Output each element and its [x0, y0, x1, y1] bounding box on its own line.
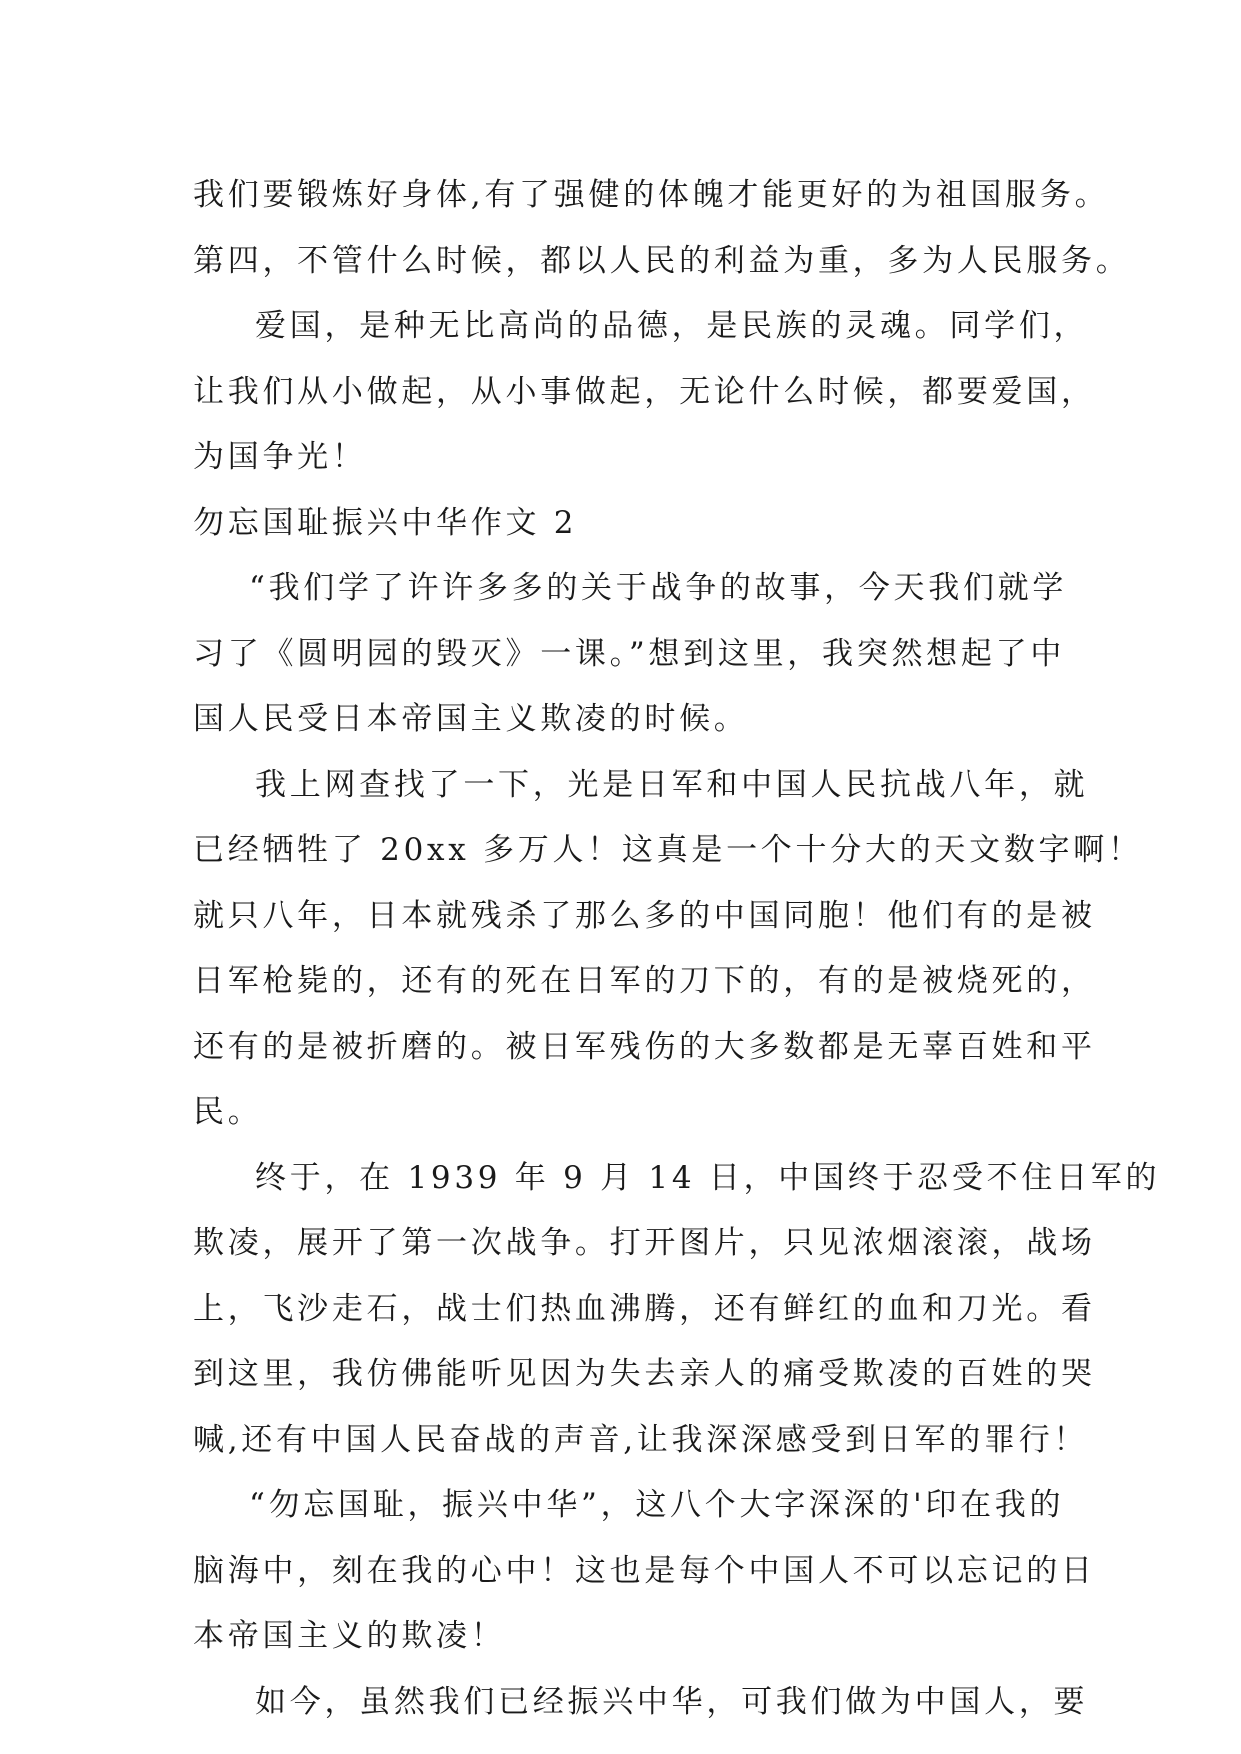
text-line: 到这里，我仿佛能听见因为失去亲人的痛受欺凌的百姓的哭 [193, 1356, 1096, 1392]
text-line: 如今，虽然我们已经振兴中华，可我们做为中国人，要 [255, 1683, 1089, 1720]
text-line: 国人民受日本帝国主义欺凌的时候。 [193, 701, 749, 737]
document-body [193, 163, 1161, 1735]
text-line: 终于，在 1939 年 9 月 14 日，中国终于忍受不住日军的 [255, 1159, 1161, 1196]
text-line: 我们要锻炼好身体,有了强健的体魄才能更好的为祖国服务。 [193, 177, 1110, 213]
text-line: 第四，不管什么时候，都以人民的利益为重，多为人民服务。 [193, 242, 1131, 279]
text-line: 喊,还有中国人民奋战的声音,让我深深感受到日军的罪行！ [193, 1421, 1089, 1458]
text-line: 欺凌，展开了第一次战争。打开图片，只见浓烟滚滚，战场 [193, 1225, 1096, 1261]
text-line: 上，飞沙走石，战士们热血沸腾，还有鲜红的血和刀光。看 [193, 1290, 1096, 1327]
text-line: 让我们从小做起，从小事做起，无论什么时候，都要爱国， [193, 373, 1096, 410]
text-line: 本帝国主义的欺凌！ [193, 1618, 506, 1654]
text-line: 为国争光！ [193, 439, 367, 475]
text-line: 民。 [193, 1094, 263, 1130]
section-heading: 勿忘国耻振兴中华作文 2 [193, 504, 578, 541]
text-line: 还有的是被折磨的。被日军残伤的大多数都是无辜百姓和平 [193, 1028, 1096, 1065]
text-line: 日军枪毙的，还有的死在日军的刀下的，有的是被烧死的， [193, 963, 1096, 999]
text-line: “我们学了许许多多的关于战争的故事，今天我们就学 [249, 570, 1068, 606]
text-line: 脑海中，刻在我的心中！这也是每个中国人不可以忘记的日 [193, 1552, 1096, 1589]
text-line: 就只八年，日本就残杀了那么多的中国同胞！他们有的是被 [193, 897, 1096, 934]
text-line: 我上网查找了一下，光是日军和中国人民抗战八年，就 [255, 766, 1089, 803]
text-line: 已经牺牲了 20xx 多万人！这真是一个十分大的天文数字啊！ [193, 832, 1143, 868]
text-line: “勿忘国耻，振兴中华”，这八个大字深深的'印在我的 [249, 1487, 1065, 1523]
text-line: 爱国，是种无比高尚的品德，是民族的灵魂。同学们， [255, 308, 1089, 344]
text-line: 习了《圆明园的毁灭》一课。”想到这里，我突然想起了中 [193, 635, 1066, 672]
